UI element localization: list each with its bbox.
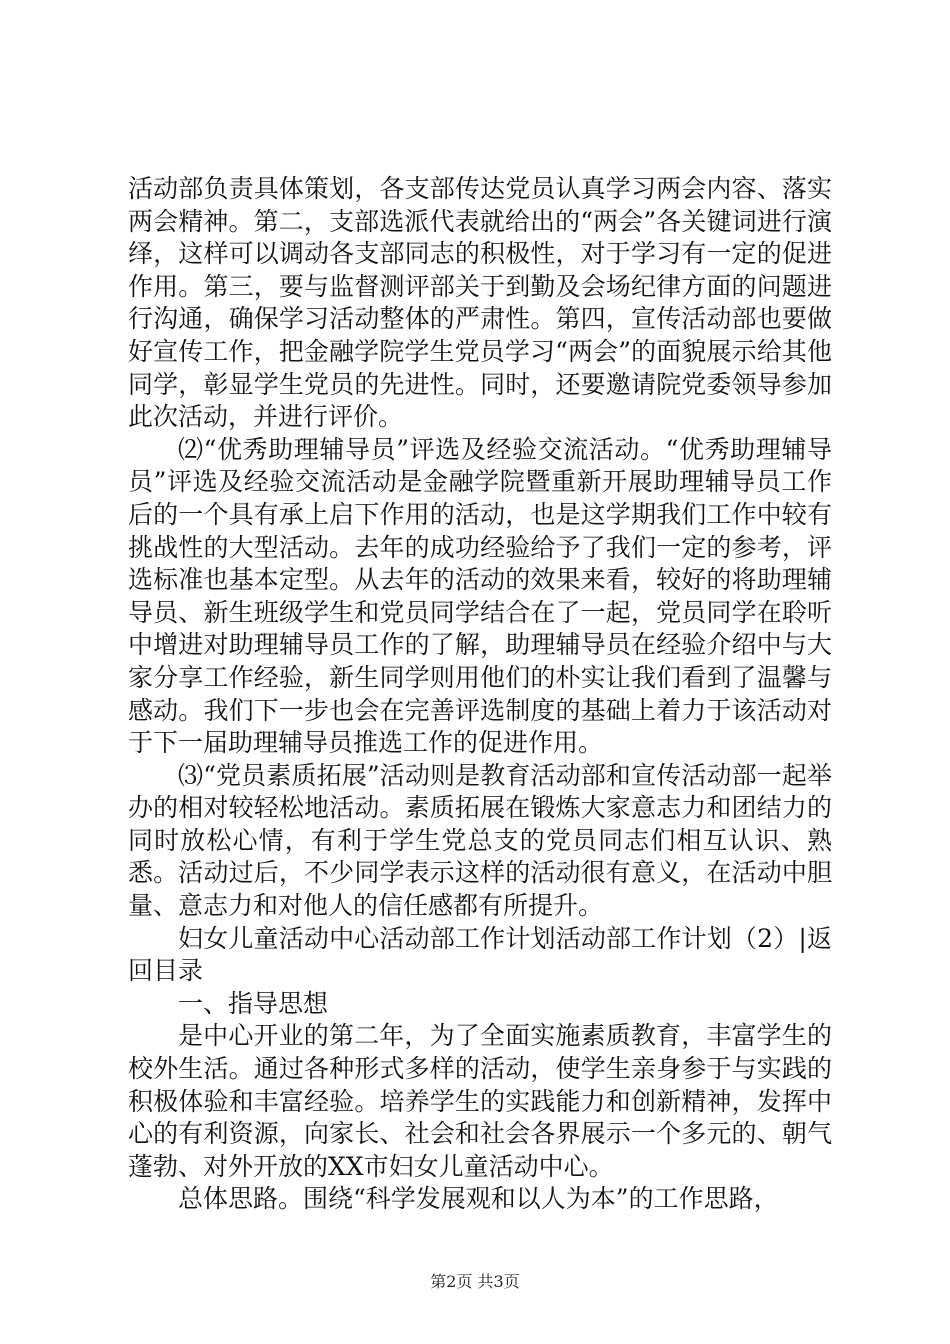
subheading-guiding-thought: 一、指导思想 bbox=[178, 988, 329, 1018]
paragraph-continuation: 活动部负责具体策划，各支部传达党员认真学习两会内容、落实两会精神。第二，支部选派代表就给出的“两会”各关键词进行演绎，这样可以调动各支部同志的积极性，对于学习有一定的促进作用。第三，要与监督测评部关于到勤及会场纪律方面的问题进行沟通，确保学习活动整体的严肃性。第四，宣传活动部也要做好宣传工作，把金融学院学生党员学习“两会”的面貌展示给其他同学，彰显学生党员的先进性。同时，还要邀请院党委领导参加此次活动，并进行评价。 bbox=[128, 174, 832, 432]
document-body bbox=[128, 173, 832, 1216]
page-footer: 第2页 共3页 bbox=[430, 1272, 520, 1291]
section-heading-link[interactable]: 妇女儿童活动中心活动部工作计划活动部工作计划（2）|返回目录 bbox=[128, 923, 832, 986]
paragraph-overall-approach: 总体思路。围绕“科学发展观和以人为本”的工作思路， bbox=[178, 1184, 779, 1214]
paragraph-guiding-thought: 是中心开业的第二年，为了全面实施素质教育，丰富学生的校外生活。通过各种形式多样的活动，使学生亲身参于与实践的积极体验和丰富经验。培养学生的实践能力和创新精神，发挥中心的有利资源，向家长、社会和社会各界展示一个多元的、朝气蓬勃、对外开放的XX市妇女儿童活动中心。 bbox=[128, 1021, 832, 1181]
paragraph-item-2: ⑵“优秀助理辅导员”评选及经验交流活动。“优秀助理辅导员”评选及经验交流活动是金融学院暨重新开展助理辅导员工作后的一个具有承上启下作用的活动，也是这学期我们工作中较有挑战性的大型活动。去年的成功经验给予了我们一定的参考，评选标准也基本定型。从去年的活动的效果来看，较好的将助理辅导员、新生班级学生和党员同学结合在了一起，党员同学在聆听中增进对助理辅导员工作的了解，助理辅导员在经验介绍中与大家分享工作经验，新生同学则用他们的朴实让我们看到了温馨与感动。我们下一步也会在完善评选制度的基础上着力于该活动对于下一届助理辅导员推选工作的促进作用。 bbox=[128, 434, 832, 758]
paragraph-item-3: ⑶“党员素质拓展”活动则是教育活动部和宣传活动部一起举办的相对较轻松地活动。素质拓展在锻炼大家意志力和团结力的同时放松心情，有利于学生党总支的党员同志们相互认识、熟悉。活动过后，不少同学表示这样的活动很有意义，在活动中胆量、意志力和对他人的信任感都有所提升。 bbox=[128, 760, 832, 921]
